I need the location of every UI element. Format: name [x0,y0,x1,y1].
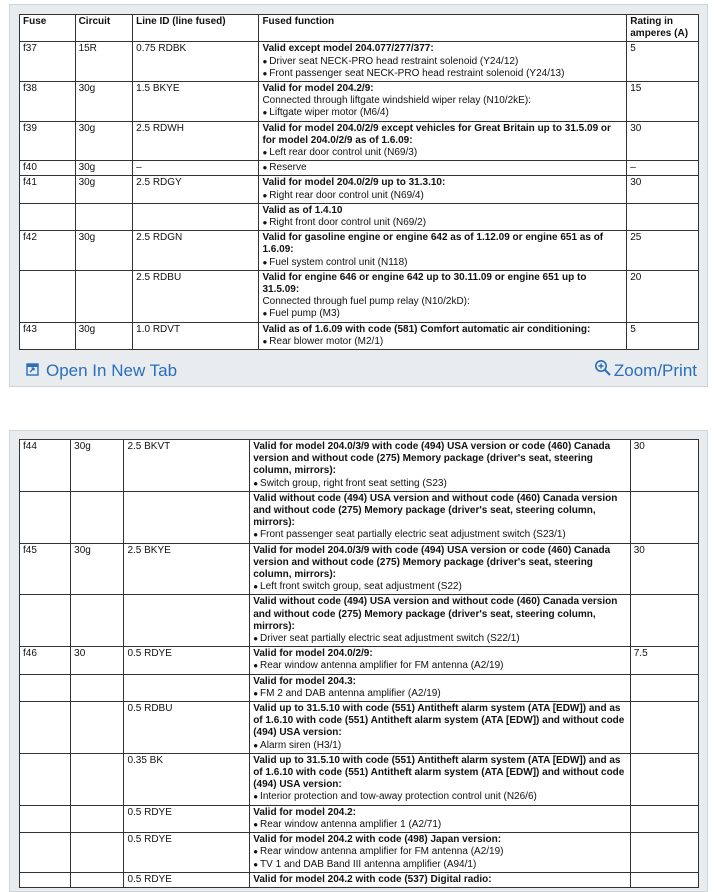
function-item [262,257,623,269]
fuse-cell: f43 [20,322,76,349]
rating-cell: 15 [627,82,699,122]
fused-function-cell [250,753,631,805]
open-in-new-tab-label: Open In New Tab [46,361,178,380]
line-id-cell: 0.5 RDYE [124,872,250,887]
function-item-text: Liftgate wiper motor (M6/4) [269,107,389,119]
rating-cell [630,753,698,805]
function-item [253,581,627,593]
function-condition: Valid for model 204.0/3/9 with code (494) USA version or code (460) Canada version and without code (275) Memory package (driver's seat, steering column, mirrors): [253,544,611,581]
rating-cell: 30 [630,543,698,595]
function-item-text: Fuel system control unit (N118) [269,256,408,268]
rating-cell: 7.5 [630,647,698,674]
rating-cell [630,674,698,701]
fused-function-cell [259,270,627,322]
rating-cell [630,872,698,887]
function-item-text: Rear window antenna amplifier for FM antenna (A2/19) [260,660,504,672]
line-id-cell [124,674,250,701]
rating-cell [630,491,698,543]
function-item [262,190,623,202]
fused-function-cell [250,647,631,674]
circuit-cell [71,702,124,754]
function-item-text: Interior protection and tow-away protection control unit (N26/6) [260,791,537,803]
fused-function-cell [250,491,631,543]
rating-cell [630,595,698,647]
function-item [253,791,627,803]
table-row [20,82,699,122]
circuit-cell [71,674,124,701]
table-row [20,833,699,873]
table-row [20,491,699,543]
function-condition: Valid for model 204.2: [253,806,357,818]
table-row [20,161,699,176]
rating-cell: 30 [627,176,699,203]
circuit-cell [71,753,124,805]
function-condition: Valid without code (494) USA version and without code (460) Canada version and without code (275) Memory package (driver's seat, steering column, mirrors): [253,596,618,632]
fused-function-cell [250,674,631,701]
fuse-cell: f38 [20,82,76,122]
function-condition: Valid without code (494) USA version and without code (460) Canada version and without code (275) Memory package (driver's seat, steering column, mirrors): [253,492,618,529]
function-condition: Valid for model 204.2/9: [262,83,374,95]
circuit-cell [71,872,124,887]
fuse-cell [20,491,71,543]
line-id-cell: 1.5 BKYE [133,82,259,122]
circuit-cell [75,270,133,322]
fuse-cell [20,203,76,230]
table-row [20,647,699,674]
fuse-cell: f39 [20,121,76,161]
table-row [20,322,699,349]
function-condition: Valid for model 204.0/3/9 with code (494) USA version or code (460) Canada version and without code (275) Memory package (driver's seat, steering column, mirrors): [253,441,611,477]
line-id-cell [124,491,250,543]
line-id-cell: 0.5 RDBU [124,702,250,754]
rating-cell: 30 [630,440,698,492]
circuit-cell: 30g [71,543,124,595]
fused-function-cell [259,231,627,271]
function-item-text: Reserve [269,162,307,174]
table-header-row [20,15,699,42]
function-item [253,819,627,831]
fuse-cell [20,674,71,701]
function-item-text: Driver seat partially electric seat adjustment switch (S22/1) [260,633,520,645]
function-condition: Valid as of 1.6.09 with code (581) Comfort automatic air conditioning: [262,323,591,335]
table-row [20,805,699,832]
fuse-cell: f45 [20,543,71,595]
rating-cell: 5 [627,42,699,82]
table-row [20,42,699,82]
circuit-cell: 30g [75,231,133,271]
function-item [262,296,623,308]
function-item-text: Driver seat NECK-PRO head restraint solenoid (Y24/12) [269,55,519,67]
function-item [262,162,623,174]
circuit-cell: 30g [75,121,133,161]
function-item [262,147,623,159]
function-item [253,529,627,541]
circuit-cell: 30g [75,82,133,122]
function-condition: Valid for gasoline engine or engine 642 as of 1.12.09 or engine 651 as of 1.6.09: [262,232,604,256]
line-id-cell [133,203,259,230]
fused-function-cell [250,833,631,873]
fuse-cell [20,595,71,647]
open-new-tab-icon [26,361,40,381]
circuit-cell [75,203,133,230]
line-id-cell: 2.5 BKYE [124,543,250,595]
circuit-cell: 30g [75,161,133,176]
rating-cell: 5 [627,322,699,349]
fused-function-cell [250,543,631,595]
rating-cell: – [627,161,699,176]
fuse-table-2 [19,439,699,888]
circuit-cell [71,491,124,543]
line-id-cell: 2.5 RDGY [133,176,259,203]
function-item-text: Right rear door control unit (N69/4) [269,189,424,201]
line-id-cell: – [133,161,259,176]
fused-function-cell [259,121,627,161]
function-condition: Valid for model 204.2 with code (537) Digital radio: [253,873,492,885]
line-id-cell [124,595,250,647]
fused-function-cell [259,322,627,349]
line-id-cell: 1.0 RDVT [133,322,259,349]
function-condition: Valid as of 1.4.10 [262,204,343,216]
fuse-cell [20,872,71,887]
function-condition: Valid up to 31.5.10 with code (551) Antitheft alarm system (ATA [EDW]) and as of 1.6.10 with code (551) Antitheft alarm system (ATA [EDW]) and without code (494) USA version: [253,703,625,739]
fuse-cell: f41 [20,176,76,203]
table-row [20,753,699,805]
rating-cell [627,203,699,230]
line-id-cell: 2.5 BKVT [124,440,250,492]
function-item-text: Left front switch group, seat adjustment (S22) [260,581,462,593]
table-row [20,674,699,701]
function-condition: Valid for model 204.2 with code (498) Japan version: [253,834,502,846]
function-item-text: FM 2 and DAB antenna amplifier (A2/19) [260,687,441,699]
function-item-text: Rear window antenna amplifier for FM antenna (A2/19) [260,846,504,858]
function-condition: Valid for model 204.0/2/9 except vehicles for Great Britain up to 31.5.09 or for model 204.0/2/9 as of 1.6.09: [262,122,611,146]
line-id-cell: 0.5 RDYE [124,647,250,674]
function-condition: Valid for model 204.3: [253,675,357,687]
fuse-cell: f40 [20,161,76,176]
rating-cell [630,702,698,754]
doc-toolbar [10,357,707,385]
fused-function-cell [250,595,631,647]
function-condition: Valid for model 204.0/2/9 up to 31.3.10: [262,177,446,189]
circuit-cell [71,805,124,832]
line-id-cell: 0.5 RDYE [124,833,250,873]
fuse-table-panel-1 [9,4,708,387]
function-item [253,846,627,858]
function-item-text: Alarm siren (H3/1) [260,739,342,751]
fuse-cell [20,753,71,805]
header-rating: Rating in amperes (A) [627,15,699,42]
circuit-cell: 30g [75,322,133,349]
fused-function-cell [259,42,627,82]
rating-cell [630,833,698,873]
table-row [20,543,699,595]
function-item [253,688,627,700]
rating-cell: 30 [627,121,699,161]
function-condition: Valid except model 204.077/277/377: [262,43,434,55]
line-id-cell: 2.5 RDBU [133,270,259,322]
circuit-cell: 15R [75,42,133,82]
fused-function-cell [259,176,627,203]
magnifier-plus-icon [594,359,612,382]
function-item [262,68,623,80]
function-item-text: Fuel pump (M3) [269,308,340,320]
header-fuse: Fuse [20,15,76,42]
table-row [20,231,699,271]
function-item-text: Right front door control unit (N69/2) [269,217,427,229]
line-id-cell: 2.5 RDGN [133,231,259,271]
circuit-cell: 30g [75,176,133,203]
fused-function-cell [250,440,631,492]
function-item [262,95,623,107]
table-row [20,702,699,754]
line-id-cell: 0.75 RDBK [133,42,259,82]
zoom-print-label: Zoom/Print [613,360,697,380]
table-2-body [20,440,699,888]
fused-function-cell [250,702,631,754]
function-item [262,308,623,320]
fused-function-cell [259,82,627,122]
fuse-cell: f44 [20,440,71,492]
header-line-id: Line ID (line fused) [133,15,259,42]
function-item-text: Rear window antenna amplifier 1 (A2/71) [260,818,442,830]
table-row [20,121,699,161]
rating-cell: 20 [627,270,699,322]
table-1-body [20,42,699,350]
function-condition: Valid for model 204.0/2/9: [253,648,373,660]
rating-cell [630,805,698,832]
fuse-cell [20,270,76,322]
fuse-cell: f37 [20,42,76,82]
zoom-print-link[interactable] [594,359,697,382]
function-condition: Valid up to 31.5.10 with code (551) Antitheft alarm system (ATA [EDW]) and as of 1.6.10 with code (551) Antitheft alarm system (ATA [EDW]) and without code (494) USA version: [253,754,625,791]
function-item-text: TV 1 and DAB Band III antenna amplifier (A94/1) [260,858,477,870]
function-item [262,56,623,68]
fuse-cell: f42 [20,231,76,271]
fuse-table-1 [19,14,699,350]
circuit-cell: 30g [71,440,124,492]
fused-function-cell [250,805,631,832]
function-item [253,633,627,645]
line-id-cell: 0.5 RDYE [124,805,250,832]
function-item [253,859,627,871]
function-item [262,217,623,229]
function-item-text: Rear blower motor (M2/1) [269,335,384,347]
function-item-text: Left rear door control unit (N69/3) [269,147,418,159]
rating-cell: 25 [627,231,699,271]
function-item [253,660,627,672]
function-item [253,740,627,752]
fused-function-cell [259,161,627,176]
table-row [20,203,699,230]
function-item [253,478,627,490]
function-condition: Valid for engine 646 or engine 642 up to 30.11.09 or engine 651 up to 31.5.09: [262,271,587,296]
header-circuit: Circuit [75,15,133,42]
table-row [20,595,699,647]
line-id-cell: 0.35 BK [124,753,250,805]
table-row [20,440,699,492]
fuse-table-panel-2 [9,430,708,892]
function-item-text: Switch group, right front seat setting (S23) [260,477,447,489]
header-fused-function: Fused function [259,15,627,42]
fused-function-cell [250,872,631,887]
fuse-cell [20,833,71,873]
function-item-text: Front passenger seat NECK-PRO head restraint solenoid (Y24/13) [269,67,565,79]
function-item-text: Front passenger seat partially electric seat adjustment switch (S23/1) [260,529,566,541]
table-row [20,872,699,887]
function-item-text: Connected through liftgate windshield wiper relay (N10/2kE): [262,95,531,107]
fused-function-cell [259,203,627,230]
function-item-text: Connected through fuel pump relay (N10/2kD): [262,296,470,308]
fuse-cell [20,702,71,754]
function-item [262,336,623,348]
circuit-cell [71,833,124,873]
circuit-cell: 30 [71,647,124,674]
function-item [262,107,623,119]
table-row [20,270,699,322]
line-id-cell: 2.5 RDWH [133,121,259,161]
fuse-cell [20,805,71,832]
circuit-cell [71,595,124,647]
table-row [20,176,699,203]
fuse-cell: f46 [20,647,71,674]
open-in-new-tab-link[interactable] [26,361,177,381]
